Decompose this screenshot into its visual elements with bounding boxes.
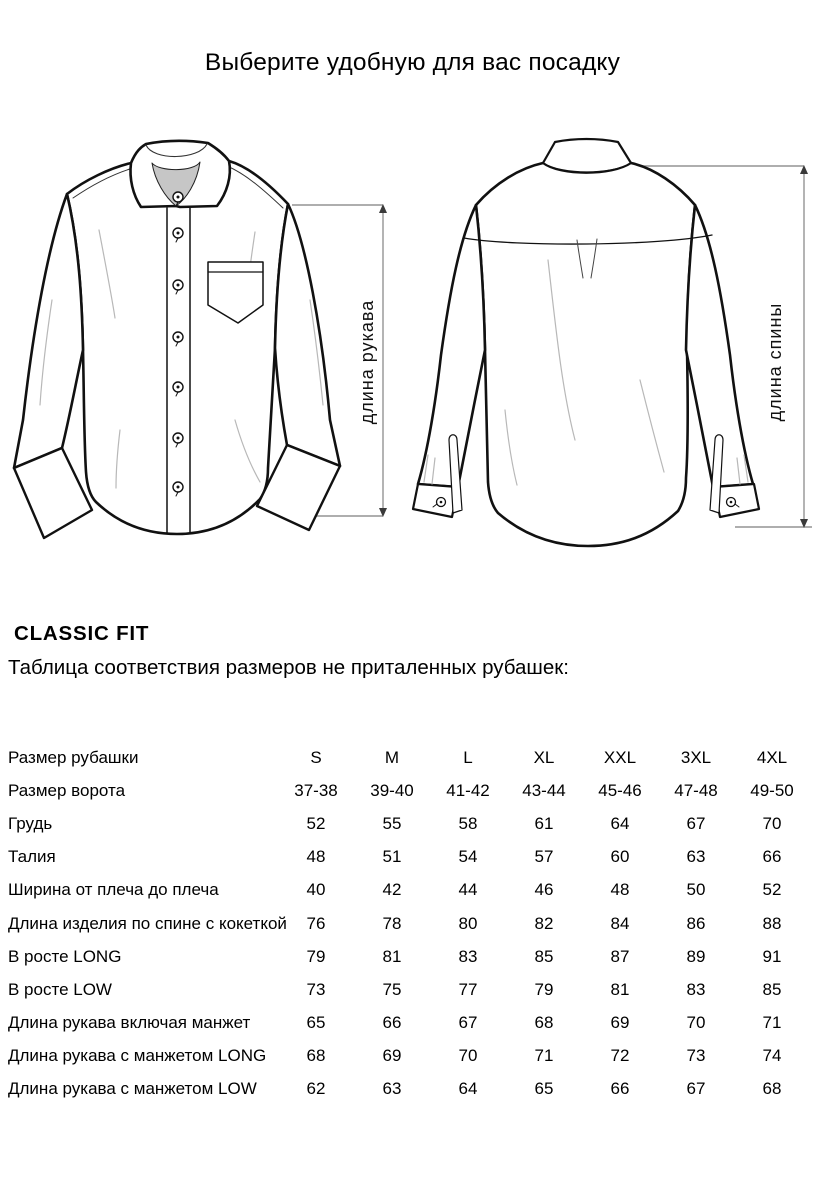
page-title: Выберите удобную для вас посадку: [204, 49, 621, 76]
cell-value: 72: [610, 1046, 630, 1066]
cell-value: 52: [306, 813, 326, 833]
table-row: [8, 1007, 810, 1040]
row-label: Размер ворота: [8, 780, 126, 800]
cell-value: 42: [382, 880, 402, 900]
cell-value: L: [463, 747, 473, 767]
cell-value: 50: [686, 880, 706, 900]
table-row: [8, 1040, 810, 1073]
back-length-label: длина спины: [765, 302, 785, 422]
table-row: [8, 907, 810, 940]
row-label: Длина рукава с манжетом LONG: [8, 1046, 267, 1066]
cell-value: 83: [686, 979, 706, 999]
row-label: Талия: [8, 847, 56, 867]
cell-value: 3XL: [680, 747, 712, 767]
cell-value: 46: [534, 880, 554, 900]
cell-value: 73: [686, 1046, 706, 1066]
cell-value: 39-40: [370, 780, 414, 800]
cell-value: 61: [534, 813, 554, 833]
cell-value: 80: [458, 913, 478, 933]
table-row: [8, 940, 810, 973]
fit-heading: CLASSIC FIT: [14, 622, 150, 645]
cell-value: 60: [610, 847, 630, 867]
cell-value: 75: [382, 979, 402, 999]
row-label: Длина рукава включая манжет: [8, 1013, 251, 1033]
cell-value: 76: [306, 913, 326, 933]
table-subtitle: Таблица соответствия размеров не приталенных рубашек:: [8, 656, 569, 679]
cell-value: 66: [382, 1013, 402, 1033]
cell-value: 69: [610, 1013, 630, 1033]
cell-value: 84: [610, 913, 630, 933]
table-row: [8, 741, 810, 774]
cell-value: 91: [762, 946, 782, 966]
cell-value: 85: [534, 946, 554, 966]
cell-value: 47-48: [674, 780, 718, 800]
cell-value: 51: [382, 847, 402, 867]
cell-value: 62: [306, 1079, 326, 1099]
cell-value: 89: [686, 946, 706, 966]
cell-value: 65: [306, 1013, 326, 1033]
cell-value: 66: [762, 847, 782, 867]
table-row: [8, 807, 810, 840]
cell-value: 58: [458, 813, 478, 833]
cell-value: M: [384, 747, 400, 767]
size-table: [8, 741, 810, 1106]
cell-value: 81: [610, 979, 630, 999]
cell-value: 68: [306, 1046, 326, 1066]
cell-value: 4XL: [756, 747, 788, 767]
cell-value: 52: [762, 880, 782, 900]
row-label: Длина изделия по спине с кокеткой: [8, 913, 287, 933]
shirt-front-drawing: [14, 141, 340, 538]
sleeve-length-label: длина рукава: [357, 299, 377, 425]
cell-value: 48: [306, 847, 326, 867]
cell-value: 64: [610, 813, 630, 833]
cell-value: 40: [306, 880, 326, 900]
cell-value: 41-42: [446, 780, 490, 800]
cell-value: 57: [534, 847, 554, 867]
back-collar: [543, 139, 631, 173]
table-row: [8, 1073, 810, 1106]
row-label: Ширина от плеча до плеча: [8, 880, 219, 900]
cell-value: 67: [686, 813, 706, 833]
row-label: Грудь: [8, 813, 53, 833]
cell-value: 71: [534, 1046, 554, 1066]
cell-value: 74: [762, 1046, 782, 1066]
row-label: В росте LOW: [8, 979, 112, 999]
cell-value: 67: [458, 1013, 478, 1033]
cell-value: 85: [762, 979, 782, 999]
shirt-diagram: [0, 128, 825, 603]
cell-value: 79: [534, 979, 554, 999]
cell-value: 55: [382, 813, 402, 833]
cell-value: 63: [686, 847, 706, 867]
row-label: Размер рубашки: [8, 747, 139, 767]
table-row: [8, 973, 810, 1006]
cell-value: 66: [610, 1079, 630, 1099]
table-row: [8, 841, 810, 874]
cell-value: XL: [533, 747, 555, 767]
cell-value: 64: [458, 1079, 478, 1099]
cell-value: 70: [686, 1013, 706, 1033]
cell-value: S: [310, 747, 322, 767]
cell-value: 86: [686, 913, 706, 933]
cell-value: 45-46: [598, 780, 642, 800]
cell-value: 48: [610, 880, 630, 900]
cell-value: 37-38: [294, 780, 338, 800]
cell-value: 87: [610, 946, 630, 966]
cell-value: 68: [762, 1079, 782, 1099]
cell-value: 54: [458, 847, 478, 867]
shirt-back-drawing: [413, 139, 759, 546]
cell-value: 63: [382, 1079, 402, 1099]
table-row: [8, 874, 810, 907]
row-label: В росте LONG: [8, 946, 122, 966]
cell-value: 73: [306, 979, 326, 999]
cell-value: 68: [534, 1013, 554, 1033]
cell-value: 67: [686, 1079, 706, 1099]
cell-value: 88: [762, 913, 782, 933]
table-row: [8, 774, 810, 807]
cell-value: 78: [382, 913, 402, 933]
cell-value: 70: [458, 1046, 478, 1066]
cell-value: 83: [458, 946, 478, 966]
cell-value: 69: [382, 1046, 402, 1066]
cell-value: 79: [306, 946, 326, 966]
cell-value: XXL: [603, 747, 637, 767]
cell-value: 71: [762, 1013, 782, 1033]
cell-value: 77: [458, 979, 478, 999]
cell-value: 43-44: [522, 780, 566, 800]
cell-value: 81: [382, 946, 402, 966]
row-label: Длина рукава с манжетом LOW: [8, 1079, 257, 1099]
cell-value: 49-50: [750, 780, 794, 800]
cell-value: 44: [458, 880, 478, 900]
cell-value: 70: [762, 813, 782, 833]
cell-value: 82: [534, 913, 554, 933]
cell-value: 65: [534, 1079, 554, 1099]
